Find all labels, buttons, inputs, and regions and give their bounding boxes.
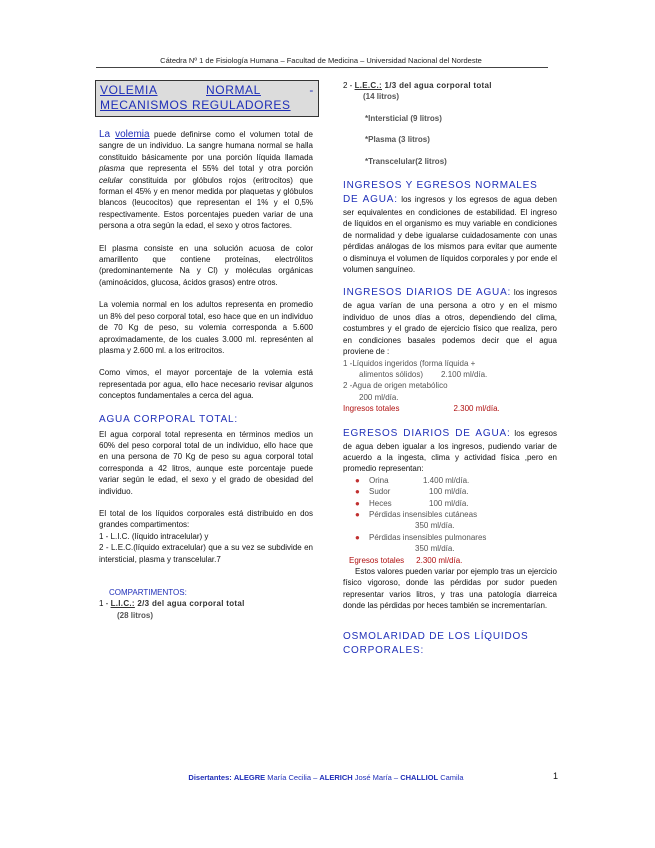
heading-ingresos-diarios: INGRESOS DIARIOS DE AGUA: [343,287,512,299]
document-title [95,80,319,117]
lec-detail: (14 litros) [363,92,400,102]
paragraph-plasma: El plasma consiste en una solución acuosa de color amarillento que contiene proteínas, electrólitos (predominantemente Na y Cl) y moléculas orgánicas (aminoácidos, glucosa, ácidos grasos) entre otros. [99,243,313,287]
lic-detail: (28 litros) [117,610,154,620]
bullet-icon: ● [355,498,360,508]
heading-osmolaridad: OSMOLARIDAD DE LOS LÍQUIDOS CORPORALES: [343,630,529,656]
list-item: ● Orina 1.400 ml/día. [355,475,470,485]
title-word-volemia: VOLEMIA [100,83,158,97]
list-item: ● Pérdidas insensibles pulmonares [355,532,487,542]
page-footer: Disertantes: ALEGRE María Cecilia – ALERICH José María – CHALLIOL Camila [188,773,464,782]
paragraph-volemia-normal: La volemia normal en los adultos representa en promedio un 8% del peso corporal total, eso hace que en un individuo de 70 Kg de peso, su volemia corresponda a 5.600 aproximadamente, de los cuales 3.000 ml. represénten al plasma y 2.600 ml. a los eritrocitos. [99,300,313,355]
list-item-value: 350 ml/día. [415,521,455,531]
paragraph-egresos-diarios: los egresos de agua deben igualar a los ingresos, pudiendo variar de acuerdo a la ingesta, clima y actividad física ,pero en promedio representan: [343,428,557,474]
ingreso-item-1: 1 -Líquidos ingeridos (forma líquida + alimentos sólidos) 2.100 ml/día. [343,358,488,379]
paragraph-agua-corporal: El agua corporal total representa en términos medios un 60% del peso corporal total de un individuo, ello hace que en una persona de 70 Kg de peso su agua corporal total corresponda a 42 litros, aunque este porcentaje puede variar según le edad, el sexo y el grado de obesidad del individuo. [99,429,313,496]
lec-transcelular: *Transcelular(2 litros) [365,156,447,166]
page-header: Cátedra Nº 1 de Fisiología Humana – Facultad de Medicina – Universidad Nacional del Nordeste [160,56,482,65]
right-column [343,80,557,658]
volemia-link[interactable]: volemia [115,129,150,140]
lec-intersticial: *Intersticial (9 litros) [365,113,442,123]
paragraph-egresos-note: Estos valores pueden variar por ejemplo tras un ejercicio físico vigoroso, donde las pérdidas por sudor pueden representar varios litros, y tras una patología diarreica donde las pérdidas por heces también se incrementarían. [343,567,557,611]
header-rule [96,67,548,68]
paragraph-ingresos-egresos: los ingresos y los egresos de agua deben ser equivalentes en condiciones de estabilidad. El ingreso de líquidos en el organismo es muy variable en condiciones de normalidad y debe igualarse cuidadosamente con unas pérdidas análogas de los mismos para evitar que aumente o disminuya el volumen de líquidos corporales y por ende el volumen sanguíneo. [343,195,558,275]
heading-de-agua: DE AGUA: [343,194,398,206]
list-item-value: 350 ml/día. [415,544,455,554]
list-item: ● Heces 100 ml/día. [355,498,469,508]
ingresos-totales: Ingresos totales 2.300 ml/día. [343,404,500,414]
heading-compartimentos: COMPARTIMENTOS: [109,588,187,597]
heading-agua-corporal: AGUA CORPORAL TOTAL: [99,413,238,425]
left-column [99,78,313,631]
section-ingresos-diarios [343,286,557,357]
egresos-list [355,475,557,555]
lec-item: 2 - L.E.C.: 1/3 del agua corporal total [343,81,492,90]
bullet-icon: ● [355,475,360,485]
bullet-icon: ● [355,509,360,519]
paragraph-compartimentos: El total de los líquidos corporales está distribuido en dos grandes compartimentos: 1 - L.I.C. (líquido intracelular) y 2 - L.E.C.(líquido extracelular) que a su vez se subdivide en intersticial, plasma y transcelular.7 [99,508,313,564]
paragraph-agua-intro: Como vimos, el mayor porcentaje de la volemia está representada por agua, ello hace necesario revisar algunos conceptos fundamentales a cerca del agua. [99,368,313,401]
list-item: ● Sudor 100 ml/día. [355,487,469,497]
lic-item: 1 - L.I.C.: 2/3 del agua corporal total [99,599,245,609]
section-egresos-diarios [343,427,557,475]
title-dash: - [309,83,314,97]
title-word-normal: NORMAL [206,83,261,97]
paragraph-ingresos-diarios: los ingresos de agua varían de una persona a otro y en el mismo individuo de unos días a otros, dependiendo del clima, costumbres y el grado de ejercicio físico que realiza, pero en condiciones basales podemos decir que el agua proviene de : [343,288,557,357]
list-item: ● Pérdidas insensibles cutáneas [355,509,478,519]
bullet-icon: ● [355,532,360,542]
page-number: 1 [553,771,559,781]
heading-egresos-diarios: EGRESOS DIARIOS DE AGUA: [343,427,511,439]
heading-ingresos-egresos: INGRESOS Y EGRESOS NORMALES [343,180,538,192]
title-line2: MECANISMOS REGULADORES [100,98,291,112]
ingreso-item-2: 2 -Agua de origen metabólico 200 ml/día. [343,381,448,402]
egresos-totales: Egresos totales 2.300 ml/día. [349,555,463,565]
section-ingresos-egresos [343,179,557,275]
lec-plasma: *Plasma (3 litros) [365,135,430,145]
bullet-icon: ● [355,487,360,497]
paragraph-volemia-definition: La volemia puede definirse como el volumen total de sangre de un individuo. La sangre humana normal se halla constituido básicamente por una porción líquida llamada plasma que representa el 55% del total y otra porción celular constituida por glóbulos rojos (eritrocitos) que forman el 45% y en menor medida por plaquetas y glóbulos blancos (leucocitos) que representan el 1% y el 0,5% respectivamente. Estos porcentajes pueden variar de una persona a otra según la edad, el sexo y otros factores. [99,129,313,231]
